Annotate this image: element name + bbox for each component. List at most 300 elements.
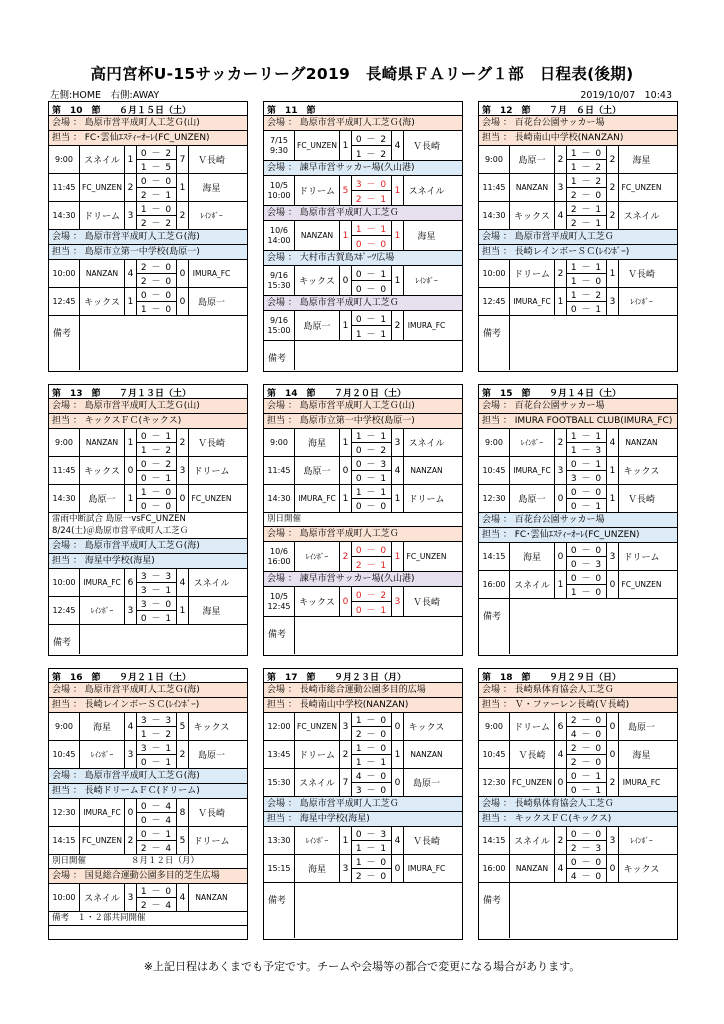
match-time-text: 10:45 [482,749,506,759]
half-scores [567,543,607,570]
match-time [479,202,510,229]
match-time-text: 14:30 [52,493,76,503]
match-row [479,288,677,316]
home-score: 3 [340,713,352,740]
match-row [264,131,462,161]
home-team: NANZAN [80,429,125,456]
home-team: ﾚｲﾝﾎﾞｰ [510,429,555,456]
remarks-divider [294,341,295,370]
match-time-text: 10:00 [482,268,506,278]
match-time [479,174,510,201]
away-team: Ｖ長崎 [412,142,440,152]
home-team: FC_UNZEN [295,131,340,160]
away-team: ﾚｲﾝﾎﾞｰ [630,836,653,845]
home-team: ﾚｲﾝﾎﾞｰ [80,741,125,768]
home-team: 島原一 [510,485,555,512]
second-half-score: 0 － 1 [140,474,173,484]
away-team: スネイル [408,187,445,197]
half-scores [137,457,177,484]
match-time-text: 15:30 [267,777,291,787]
home-team: スネイル [80,884,125,911]
host-line: 担当 ： 長崎レインボーＳＣ(ﾚｲﾝﾎﾞｰ) [49,698,247,713]
first-half-score: 0 － 0 [567,485,606,499]
second-half-score: 2 － 4 [140,844,173,854]
remarks-divider [509,316,510,370]
second-half-score: 1 － 2 [140,446,173,456]
half-scores [137,827,177,854]
round-date: ９月２９日（日） [549,673,622,683]
home-team: スネイル [510,571,555,598]
host-line: 担当 ： 島原市立第一中学校(島原一) [49,245,247,260]
half-scores [352,769,392,796]
away-team: FC_UNZEN [191,494,232,503]
home-score: 4 [555,741,567,768]
note-row [49,912,247,926]
half-scores [352,176,392,205]
away-score: 2 [177,202,189,229]
venue-line: 会場 ： 大村市古賀島ｽﾎﾟｰﾂ広場 [264,251,462,266]
home-team: キックス [80,457,125,484]
match-time-text: 10:45 [482,465,506,475]
away-score: 1 [392,741,404,768]
round-card-16 [48,668,248,940]
second-half-score: 0 － 0 [355,284,388,295]
first-half-score: 0 － 1 [352,311,391,326]
half-scores [567,571,607,598]
first-half-score: 0 － 1 [137,827,176,841]
home-score: 0 [555,543,567,570]
match-time-text: 10:00 [52,892,76,902]
away-team: 島原一 [197,751,225,761]
half-scores [352,266,392,295]
second-half-score: 2 － 0 [355,730,388,740]
away-score: 3 [392,587,404,616]
match-row [479,260,677,288]
venue-line: 会場 ： 長崎市総合運動公園多目的広場 [264,683,462,698]
match-time [264,855,295,882]
match-row [49,146,247,174]
second-half-score: 0 － 0 [355,502,388,512]
away-score: 1 [177,597,189,624]
match-row [479,827,677,855]
away-team: キックス [623,467,660,477]
second-half-score: 0 － 2 [355,446,388,456]
home-score: 0 [555,485,567,512]
match-row [479,741,677,769]
half-scores [137,174,177,201]
away-team: キックス [408,723,445,733]
home-score: 0 [340,266,352,295]
match-time-text: 7/15 9:30 [270,135,288,155]
half-scores [567,457,607,484]
host-line: 担当 ： 長崎南山中学校(NANZAN) [479,131,677,146]
match-time-text: 9:00 [485,437,503,447]
match-time [264,713,295,740]
away-score: 0 [392,855,404,882]
home-team: キックス [80,288,125,315]
match-time [264,587,295,616]
half-scores [137,713,177,740]
venue-line: 会場 ： 島原市営平成町人工芝Ｇ [264,527,462,542]
half-scores [137,288,177,315]
home-score: 3 [125,597,137,624]
round-date: ６月１５日（土） [119,106,192,116]
away-team: キックス [193,723,230,733]
match-time [49,260,80,287]
match-row [264,542,462,572]
match-time-text: 16:00 [482,863,506,873]
home-team: スネイル [80,146,125,173]
host-line: 担当 ： キックスＦＣ(キックス) [49,414,247,429]
venue-line: 会場 ： 諫早市営サッカー場(久山港) [264,572,462,587]
home-team: NANZAN [295,221,340,250]
first-half-score: 0 － 2 [137,146,176,160]
timestamp: 2019/10/07 10:43 [580,90,672,101]
venue-line: 会場 ： 島原市営平成町人工芝Ｇ(海) [49,230,247,245]
second-half-score: 3 － 0 [355,786,388,796]
home-team: IMURA_FC [80,569,125,596]
second-half-score: 0 － 0 [355,239,388,250]
home-team: ﾚｲﾝﾎﾞｰ [295,542,340,571]
away-score: 3 [607,827,619,854]
half-scores [137,569,177,596]
home-score: 0 [340,587,352,616]
match-time-text: 10:00 [52,268,76,278]
round-number: 第 18 節 [482,673,531,683]
remarks-divider [509,883,510,938]
home-score: 1 [125,146,137,173]
home-score: 1 [340,485,352,512]
half-scores [567,146,607,173]
match-time-text: 9:00 [485,721,503,731]
match-row [479,429,677,457]
match-time-text: 16:00 [482,579,506,589]
match-time [479,769,510,796]
match-time-text: 15:15 [267,863,291,873]
match-time [479,146,510,173]
venue-line: 会場 ： 島原市営平成町人工芝Ｇ(海) [264,116,462,131]
match-time [479,741,510,768]
home-team: IMURA_FC [510,288,555,315]
home-team: FC_UNZEN [80,174,125,201]
round-card-14 [263,384,463,656]
away-team: NANZAN [410,750,443,759]
round-number: 第 11 節 [267,106,316,116]
first-half-score: 0 － 1 [567,769,606,783]
home-team: 海星 [510,543,555,570]
match-row [264,769,462,797]
match-time-text: 11:45 [267,465,291,475]
away-score: 1 [177,174,189,201]
home-team: NANZAN [510,174,555,201]
home-team: 海星 [80,713,125,740]
match-row [264,741,462,769]
second-half-score: 3 － 0 [570,474,603,484]
match-time-text: 10:45 [52,749,76,759]
home-team: ドリーム [80,202,125,229]
first-half-score: 3 － 3 [137,713,176,727]
away-team: キックス [623,865,660,875]
remarks-label: 備考 [483,329,502,339]
away-score: 2 [177,741,189,768]
venue-line: 会場 ： 島原市営平成町人工芝Ｇ(山) [264,399,462,414]
away-score: 4 [392,131,404,160]
round-date: ７月２０日（土） [334,389,407,399]
away-score: 0 [392,769,404,796]
second-half-score: 1 － 5 [140,163,173,173]
away-score: 1 [392,176,404,205]
half-scores [567,174,607,201]
home-score: 3 [555,174,567,201]
away-team: スネイル [408,439,445,449]
second-half-score: 1 － 1 [355,758,388,768]
away-team: 海星 [202,184,221,194]
match-time-text: 11:45 [482,182,506,192]
home-score: 0 [555,769,567,796]
away-team: ﾚｲﾝﾎﾞｰ [200,211,223,220]
host-line: 担当 ： FC･雲仙ｴｽﾃｨｰｵｰﾚ(FC_UNZEN) [479,528,677,543]
match-time-text: 12:30 [482,777,506,787]
host-line: 担当 ： 島原市立第一中学校(島原一) [264,414,462,429]
home-team: IMURA_FC [80,799,125,826]
away-score: 2 [392,311,404,340]
away-score: 5 [177,713,189,740]
half-scores [567,827,607,854]
first-half-score: 0 － 0 [567,855,606,869]
round-header [264,669,462,683]
match-time [264,221,295,250]
home-team: ドリーム [510,713,555,740]
first-half-score: 0 － 1 [567,457,606,471]
second-half-score: 2 － 2 [140,219,173,229]
venue-line: 会場 ： 島原市営平成町人工芝Ｇ(海) [49,683,247,698]
host-line: 担当 ： 海星中学校(海星) [264,812,462,827]
away-team: Ｖ長崎 [412,837,440,847]
home-team: FC_UNZEN [80,827,125,854]
half-scores [567,485,607,512]
round-header [264,102,462,116]
first-half-score: 1 － 1 [352,429,391,443]
match-row [479,485,677,513]
first-half-score: 1 － 1 [352,221,391,236]
note-text-2: 8/24(土)＠島原市営平成町人工芝Ｇ [52,526,189,536]
match-time-text: 11:45 [52,182,76,192]
away-team: ドリーム [193,837,230,847]
match-row [49,597,247,625]
match-time [264,266,295,295]
second-half-score: 1 － 2 [355,149,388,160]
match-time-text: 10:00 [52,577,76,587]
half-scores [352,855,392,882]
venue-line: 会場 ： 諫早市営サッカー場(久山港) [264,161,462,176]
first-half-score: 0 － 2 [137,457,176,471]
remarks-label: 備考 [268,630,287,640]
home-score: 4 [125,713,137,740]
match-time-text: 9:00 [270,437,288,447]
round-header [479,669,677,683]
half-scores [352,429,392,456]
away-team: ﾚｲﾝﾎﾞｰ [630,297,653,306]
remarks-divider [79,625,80,654]
match-time [264,485,295,512]
half-scores [352,485,392,512]
match-time [264,457,295,484]
home-score: 2 [555,260,567,287]
match-time [479,855,510,882]
first-half-score: 1 － 0 [137,202,176,216]
match-row [479,855,677,883]
match-row [49,884,247,912]
away-score: 1 [392,485,404,512]
match-time [479,288,510,315]
first-half-score: 1 － 1 [567,260,606,274]
remarks-divider [294,617,295,654]
match-row [264,587,462,617]
first-half-score: 2 － 1 [567,202,606,216]
half-scores [567,288,607,315]
first-half-score: 3 － 0 [352,176,391,191]
round-date: ９月２３日（月） [334,673,407,683]
first-half-score: 0 － 0 [567,571,606,585]
first-half-score: 3 － 0 [137,597,176,611]
match-time-text: 10/6 14:00 [267,225,291,245]
first-half-score: 0 － 2 [352,131,391,146]
second-half-score: 1 － 2 [570,163,603,173]
page-title: 高円宮杯U-15サッカーリーグ2019 長崎県ＦＡリーグ１部 日程表(後期) [90,65,634,83]
half-scores [137,884,177,911]
match-time-text: 12:45 [52,605,76,615]
away-score: 4 [177,884,189,911]
half-scores [352,542,392,571]
home-score: 1 [340,429,352,456]
match-time [264,769,295,796]
home-team: ﾚｲﾝﾎﾞｰ [295,827,340,854]
home-score: 1 [340,311,352,340]
half-scores [567,260,607,287]
match-row [49,429,247,457]
half-scores [352,587,392,616]
second-half-score: 1 － 1 [355,844,388,854]
match-time [479,543,510,570]
remarks-label: 備考 [483,612,502,622]
home-score: 2 [125,174,137,201]
away-score: 2 [607,769,619,796]
round-card-12 [478,101,678,372]
match-time-text: 13:45 [267,749,291,759]
second-half-score: 1 － 0 [570,277,603,287]
home-score: 2 [555,429,567,456]
away-team: 島原一 [627,723,655,733]
away-team: 海星 [632,751,651,761]
away-score: 1 [607,457,619,484]
round-card-18 [478,668,678,940]
first-half-score: 0 － 3 [352,827,391,841]
first-half-score: 0 － 1 [137,429,176,443]
second-half-score: 0 － 1 [570,305,603,315]
first-half-score: 1 － 0 [352,713,391,727]
home-score: 3 [125,741,137,768]
home-team: ドリーム [295,176,340,205]
half-scores [352,741,392,768]
first-half-score: 0 － 3 [352,457,391,471]
away-team: IMURA_FC [407,321,446,330]
first-half-score: 0 － 0 [567,827,606,841]
round-card-11 [263,101,463,372]
remarks-box [479,883,677,938]
venue-line: 会場 ： 百花台公園サッカー場 [479,399,677,414]
venue-line: 会場 ： 島原市営平成町人工芝Ｇ(海) [49,539,247,554]
venue-line: 会場 ： 百花台公園サッカー場 [479,116,677,131]
home-score: 4 [555,202,567,229]
home-score: 2 [340,542,352,571]
away-team: NANZAN [195,893,228,902]
home-team: スネイル [295,769,340,796]
second-half-score: 2 － 1 [570,219,603,229]
second-half-score: 0 － 1 [140,614,173,624]
away-team: 海星 [202,607,221,617]
home-team: キックス [295,587,340,616]
match-row [264,457,462,485]
match-row [49,827,247,855]
first-half-score: 0 － 2 [352,587,391,602]
note-row [264,513,462,527]
home-score: 0 [125,457,137,484]
home-team: IMURA_FC [295,485,340,512]
home-team: 島原一 [295,457,340,484]
home-team: NANZAN [80,260,125,287]
home-team: スネイル [510,827,555,854]
venue-line: 会場 ： 長崎県体育協会人工芝Ｇ [479,797,677,812]
away-score: 2 [607,202,619,229]
host-line: 担当 ： 長崎ドリームＦＣ(ドリーム) [49,784,247,799]
venue-line: 会場 ： 国見総合運動公園多目的芝生広場 [49,869,247,884]
match-time [49,288,80,315]
away-team: Ｖ長崎 [412,598,440,608]
home-team: NANZAN [510,855,555,882]
away-score: 0 [177,485,189,512]
home-score: 3 [125,202,137,229]
round-header [479,385,677,399]
home-score: 3 [125,884,137,911]
first-half-score: 0 － 0 [567,543,606,557]
match-time [49,884,80,911]
half-scores [352,457,392,484]
match-row [264,176,462,206]
away-team: IMURA_FC [622,778,661,787]
home-score: 3 [340,855,352,882]
match-time-text: 14:30 [52,210,76,220]
match-time [49,202,80,229]
match-time-text: 9/16 15:00 [267,315,291,335]
home-score: 1 [340,131,352,160]
home-score: 0 [125,799,137,826]
half-scores [137,429,177,456]
match-time-text: 13:30 [267,835,291,845]
home-score: 5 [340,176,352,205]
match-row [49,260,247,288]
match-row [479,146,677,174]
home-team: ﾚｲﾝﾎﾞｰ [80,597,125,624]
half-scores [352,131,392,160]
second-half-score: 2 － 4 [140,901,173,911]
match-time-text: 9:00 [55,721,73,731]
match-time [264,542,295,571]
match-time [264,741,295,768]
match-time [479,713,510,740]
away-score: 1 [607,260,619,287]
away-team: 海星 [632,156,651,166]
round-header [49,669,247,683]
